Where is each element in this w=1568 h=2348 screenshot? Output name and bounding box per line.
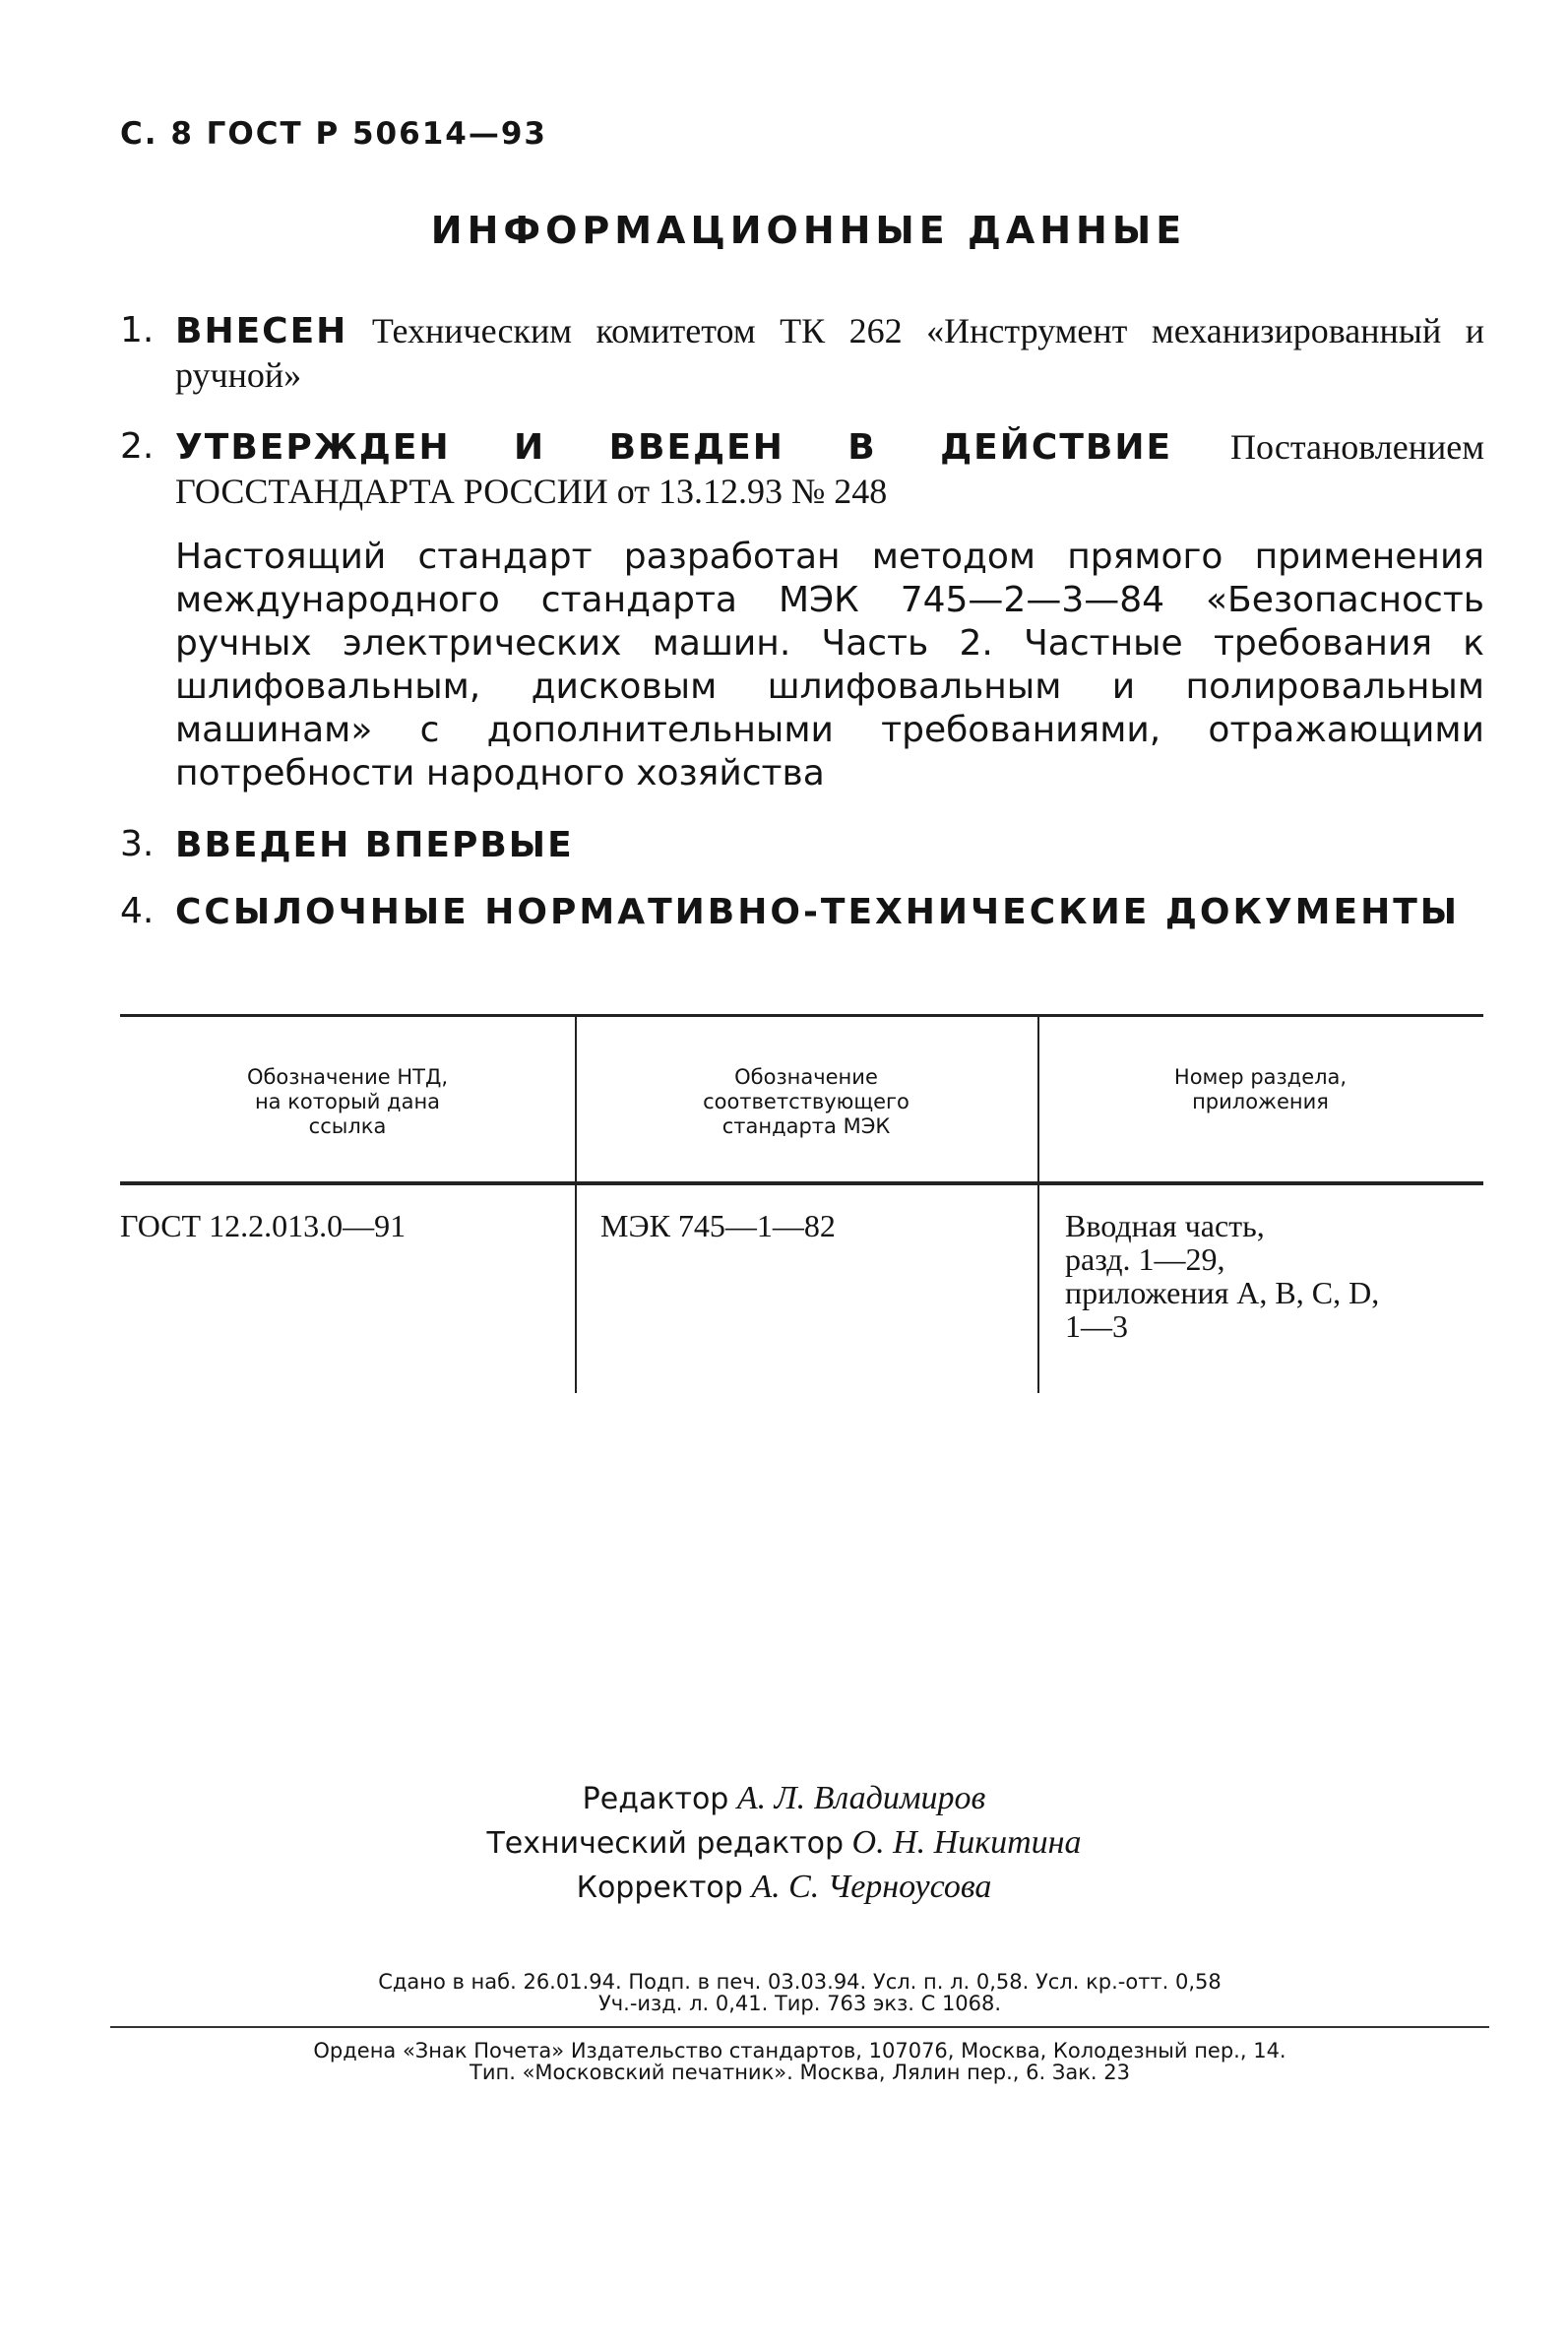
page-header: С. 8 ГОСТ Р 50614—93 [120, 116, 547, 152]
print-details [110, 1971, 1489, 2014]
cell-line: Вводная часть, [1065, 1208, 1265, 1243]
table-cell-iec: МЭК 745—1—82 [600, 1208, 836, 1243]
item-number: 2. [120, 426, 155, 467]
imprint-divider [110, 2026, 1489, 2028]
info-item-1 [120, 309, 1484, 397]
publisher-line: Ордена «Знак Почета» Издательство стандартов, 107076, Москва, Колодезный пер., 14. [313, 2039, 1286, 2062]
credit-name: А. С. Черноусова [751, 1869, 992, 1905]
credit-role: Корректор [576, 1871, 743, 1905]
item-text: Постановлением ГОССТАНДАРТА РОССИИ от 13.12.93 № 248 [175, 427, 1484, 511]
credit-proofreader [0, 1866, 1568, 1910]
header-line: приложения [1192, 1090, 1329, 1113]
header-line: стандарта МЭК [721, 1114, 891, 1138]
header-line: на который дана [254, 1090, 441, 1113]
table-header-ntd [120, 1065, 575, 1139]
publisher-line: Тип. «Московский печатник». Москва, Лялин пер., 6. Зак. 23 [470, 2061, 1130, 2084]
credit-role: Редактор [582, 1782, 729, 1816]
item-text: Техническим комитетом ТК 262 «Инструмент механизированный и ручной» [175, 311, 1484, 395]
credit-name: О. Н. Никитина [851, 1824, 1082, 1861]
publisher-info [110, 2040, 1489, 2083]
header-line: соответствующего [703, 1090, 909, 1113]
cell-line: разд. 1—29, [1065, 1241, 1225, 1277]
table-top-rule [120, 1014, 1483, 1017]
info-item-4 [120, 890, 1484, 934]
reference-table [120, 1014, 1483, 1393]
header-line: Обозначение НТД, [246, 1065, 449, 1089]
table-cell-sections [1065, 1209, 1459, 1343]
section-title: ИНФОРМАЦИОННЫЕ ДАННЫЕ [430, 209, 1187, 252]
cell-line: приложения А, В, С, D, [1065, 1275, 1380, 1310]
cell-line: 1—3 [1065, 1308, 1128, 1344]
item-lead: УТВЕРЖДЕН И ВВЕДЕН В ДЕЙСТВИЕ [175, 427, 1173, 468]
item-lead: ВНЕСЕН [175, 311, 348, 351]
credits [0, 1777, 1568, 1910]
table-header-iec [575, 1065, 1037, 1139]
header-line: Обозначение [734, 1065, 878, 1089]
table-cell-gost: ГОСТ 12.2.013.0—91 [120, 1208, 407, 1243]
print-details-line: Уч.-изд. л. 0,41. Тир. 763 экз. С 1068. [597, 1992, 1002, 2015]
credit-role: Технический редактор [486, 1826, 845, 1861]
item-number: 4. [120, 891, 155, 931]
table-header-rule [120, 1181, 1483, 1185]
header-line: ссылка [308, 1114, 387, 1138]
item-lead: ССЫЛОЧНЫЕ НОРМАТИВНО-ТЕХНИЧЕСКИЕ ДОКУМЕНТЫ [175, 892, 1461, 932]
header-line: Номер раздела, [1173, 1065, 1348, 1089]
item-number: 3. [120, 824, 155, 864]
standard-description: Настоящий стандарт разработан методом прямого применения международного стандарта МЭК 745—2—3—84 «Безопасность ручных электрических машин. Часть 2. Частные требования к шлифовальным, дисковым шлифовальным и полировальным машинам» с дополнительными требованиями, отражающими потребности народного хозяйства [175, 537, 1484, 793]
item-lead: ВВЕДЕН ВПЕРВЫЕ [175, 825, 574, 865]
credit-name: А. Л. Владимиров [736, 1780, 986, 1816]
table-header-section [1037, 1065, 1483, 1114]
credit-editor [0, 1777, 1568, 1821]
print-details-line: Сдано в наб. 26.01.94. Подп. в печ. 03.03.94. Усл. п. л. 0,58. Усл. кр.-отт. 0,58 [378, 1970, 1222, 1994]
credit-tech-editor [0, 1821, 1568, 1866]
info-item-3 [120, 823, 1484, 867]
info-item-2 [120, 425, 1484, 513]
item-number: 1. [120, 310, 155, 350]
